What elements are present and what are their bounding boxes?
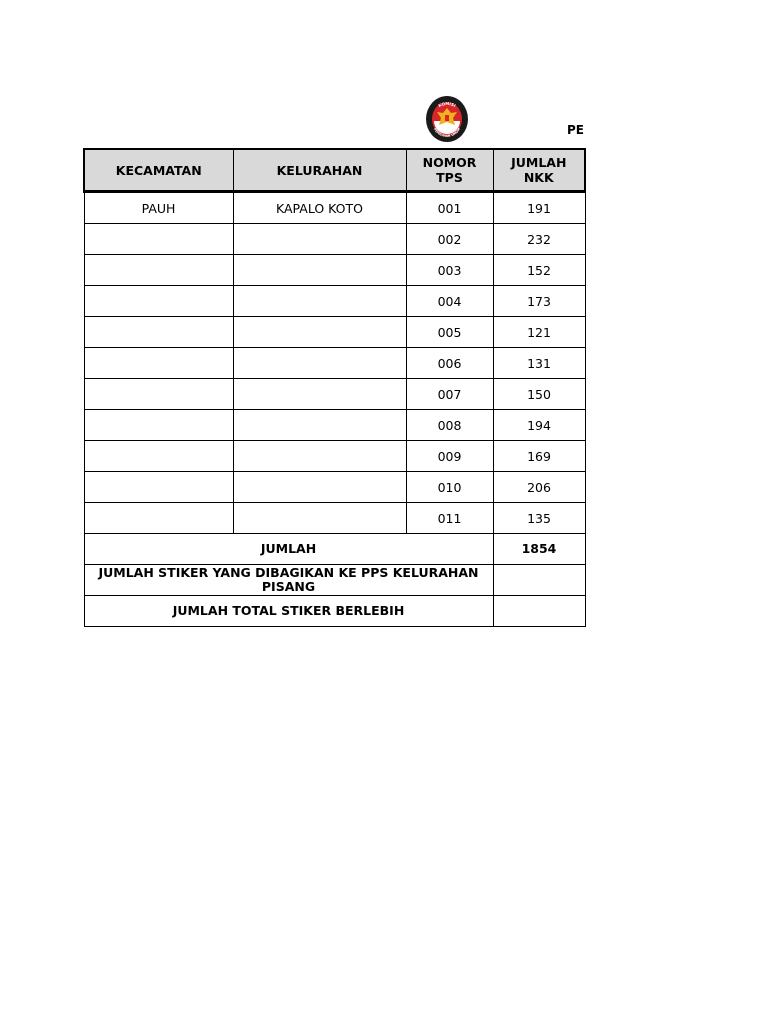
cell-kecamatan: PAUH <box>84 192 233 224</box>
cell-nomor-tps: 002 <box>406 224 493 255</box>
cell-jumlah-nkk: 152 <box>493 255 585 286</box>
cell-nomor-tps: 004 <box>406 286 493 317</box>
table-row <box>84 286 585 317</box>
cell-jumlah-nkk: 121 <box>493 317 585 348</box>
logo-text-bottom: PEMILIHAN UMUM <box>432 127 462 139</box>
cell-jumlah-nkk: 191 <box>493 192 585 224</box>
table-row <box>84 317 585 348</box>
cell-jumlah-nkk: 194 <box>493 410 585 441</box>
page-title-fragment: PE <box>567 123 584 137</box>
cell-kecamatan <box>84 317 233 348</box>
cell-nomor-tps: 010 <box>406 472 493 503</box>
distributed-stickers-value <box>493 565 585 596</box>
cell-kelurahan <box>233 503 406 534</box>
table-row <box>84 503 585 534</box>
total-value: 1854 <box>493 534 585 565</box>
cell-kelurahan <box>233 472 406 503</box>
cell-nomor-tps: 009 <box>406 441 493 472</box>
cell-jumlah-nkk: 173 <box>493 286 585 317</box>
cell-kelurahan <box>233 317 406 348</box>
cell-jumlah-nkk: 206 <box>493 472 585 503</box>
table-row <box>84 472 585 503</box>
cell-nomor-tps: 005 <box>406 317 493 348</box>
logo-text-top: KOMISI <box>437 100 457 109</box>
total-row <box>84 534 585 565</box>
cell-jumlah-nkk: 150 <box>493 379 585 410</box>
column-header-kecamatan: KECAMATAN <box>84 149 233 192</box>
cell-nomor-tps: 006 <box>406 348 493 379</box>
kpu-logo <box>424 94 470 144</box>
cell-nomor-tps: 007 <box>406 379 493 410</box>
column-header-nomor-tps: NOMOR TPS <box>406 149 493 192</box>
distributed-stickers-label: JUMLAH STIKER YANG DIBAGIKAN KE PPS KELURAHAN PISANG <box>84 565 493 596</box>
cell-kecamatan <box>84 224 233 255</box>
table-row <box>84 192 585 224</box>
cell-kecamatan <box>84 441 233 472</box>
cell-kelurahan <box>233 410 406 441</box>
cell-kecamatan <box>84 286 233 317</box>
nkk-table <box>83 148 586 627</box>
cell-kecamatan <box>84 348 233 379</box>
cell-kelurahan <box>233 255 406 286</box>
cell-nomor-tps: 003 <box>406 255 493 286</box>
excess-stickers-row <box>84 596 585 627</box>
excess-stickers-label: JUMLAH TOTAL STIKER BERLEBIH <box>84 596 493 627</box>
table-row <box>84 224 585 255</box>
cell-kecamatan <box>84 503 233 534</box>
cell-kelurahan: KAPALO KOTO <box>233 192 406 224</box>
table-row <box>84 348 585 379</box>
table-row <box>84 255 585 286</box>
column-header-kelurahan: KELURAHAN <box>233 149 406 192</box>
cell-nomor-tps: 011 <box>406 503 493 534</box>
cell-jumlah-nkk: 232 <box>493 224 585 255</box>
cell-kelurahan <box>233 348 406 379</box>
cell-jumlah-nkk: 169 <box>493 441 585 472</box>
excess-stickers-value <box>493 596 585 627</box>
column-header-jumlah-nkk: JUMLAH NKK <box>493 149 585 192</box>
cell-kecamatan <box>84 255 233 286</box>
distributed-stickers-row <box>84 565 585 596</box>
cell-jumlah-nkk: 135 <box>493 503 585 534</box>
table-row <box>84 441 585 472</box>
cell-kelurahan <box>233 441 406 472</box>
cell-nomor-tps: 001 <box>406 192 493 224</box>
table-row <box>84 379 585 410</box>
cell-kelurahan <box>233 286 406 317</box>
cell-kecamatan <box>84 472 233 503</box>
cell-jumlah-nkk: 131 <box>493 348 585 379</box>
cell-kecamatan <box>84 410 233 441</box>
total-label: JUMLAH <box>84 534 493 565</box>
cell-kelurahan <box>233 379 406 410</box>
table-body <box>84 192 585 534</box>
cell-kecamatan <box>84 379 233 410</box>
cell-nomor-tps: 008 <box>406 410 493 441</box>
table-header-row <box>84 149 585 192</box>
cell-kelurahan <box>233 224 406 255</box>
table-row <box>84 410 585 441</box>
